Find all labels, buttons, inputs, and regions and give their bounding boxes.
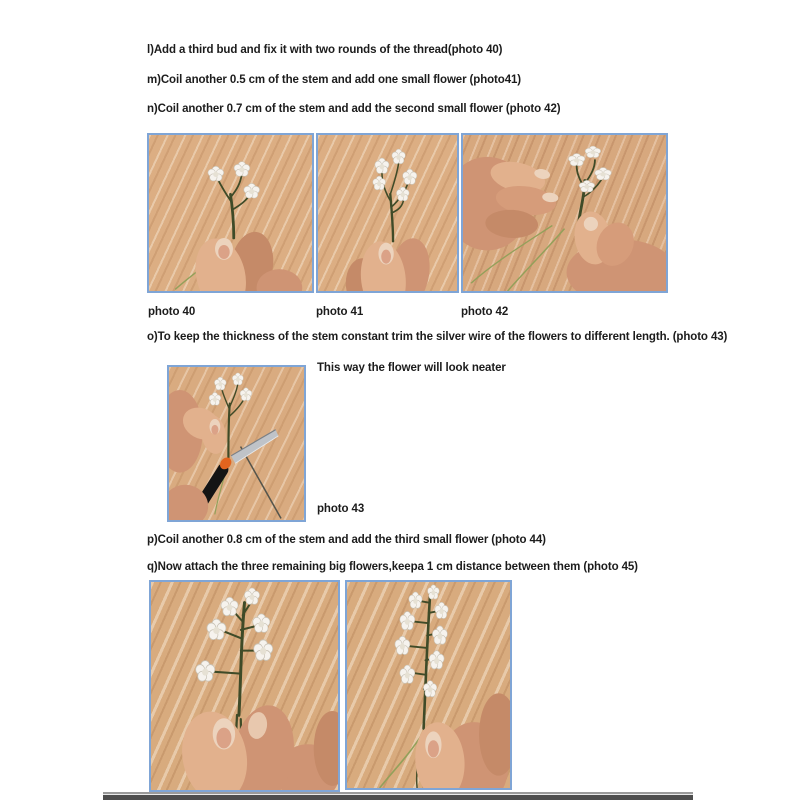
step-o: o)To keep the thickness of the stem constant trim the silver wire of the flowers to different length. (photo 43) [147, 331, 728, 343]
hand-shape [189, 229, 303, 291]
stem-shape [217, 174, 250, 238]
step-p: p)Coil another 0.8 cm of the stem and add the third small flower (photo 44) [147, 534, 546, 546]
page-bottom-divider [103, 792, 693, 800]
step-n: n)Coil another 0.7 cm of the stem and add the second small flower (photo 42) [147, 103, 561, 115]
photo-41-image [316, 133, 459, 293]
photo-42-image [461, 133, 668, 293]
photo-40-caption: photo 40 [148, 306, 196, 318]
photo-42-illustration [463, 135, 666, 291]
hands-shape [173, 699, 338, 790]
photo-40-illustration [149, 135, 312, 291]
photo-43-illustration [169, 367, 304, 520]
right-hand-shape [567, 210, 666, 291]
flowers-shape [568, 146, 611, 192]
photo-45-image [345, 580, 512, 790]
step-l: l)Add a third bud and fix it with two rounds of the thread(photo 40) [147, 44, 503, 56]
step-q: q)Now attach the three remaining big flowers,keepa 1 cm distance between them (photo 45) [147, 561, 638, 573]
photo-44-image [149, 580, 340, 792]
photo-43-caption: photo 43 [317, 503, 365, 515]
photo-43-image [167, 365, 306, 522]
hand-shape [169, 390, 230, 520]
step-m: m)Coil another 0.5 cm of the stem and add one small flower (photo41) [147, 74, 522, 86]
photo-44-illustration [151, 582, 338, 790]
photo-41-caption: photo 41 [316, 306, 364, 318]
photo-40-image [147, 133, 314, 293]
flowers-shape [373, 149, 417, 201]
hand-shape [346, 235, 434, 291]
photo-42-caption: photo 42 [461, 306, 509, 318]
photo-45-illustration [347, 582, 510, 788]
wire-shape [241, 447, 281, 519]
flowers-shape [209, 373, 252, 405]
left-hand-shape [463, 156, 560, 251]
photo-41-illustration [318, 135, 457, 291]
note-text: This way the flower will look neater [317, 362, 506, 374]
flowers-shape [395, 585, 448, 697]
divider-dark-bar [103, 795, 693, 800]
